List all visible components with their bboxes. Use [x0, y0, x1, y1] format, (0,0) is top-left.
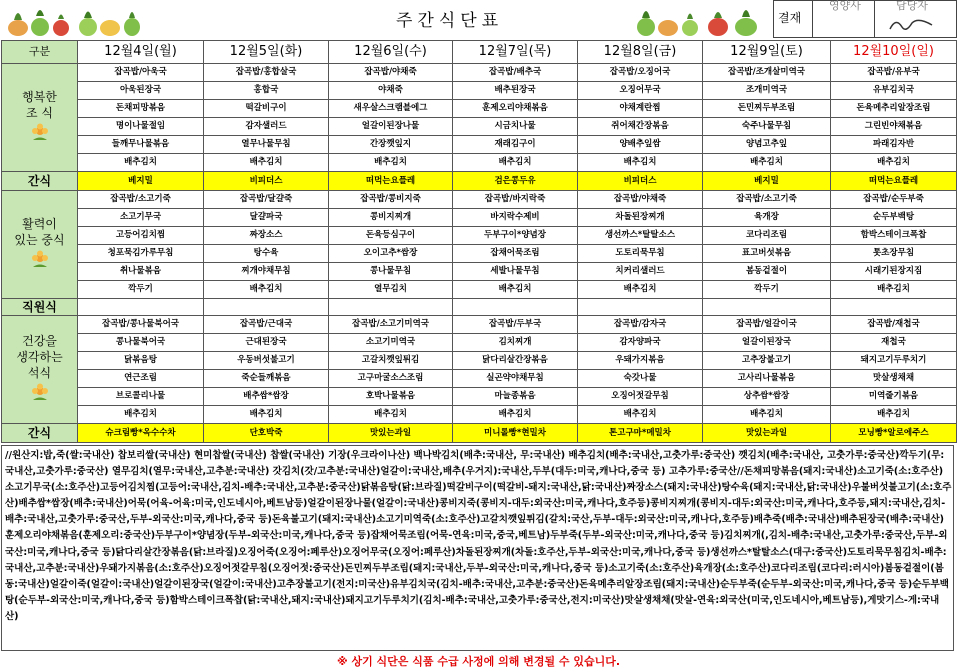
breakfast-dish: 숙주나물무침	[703, 118, 831, 136]
breakfast-dish: 시금치나물	[453, 118, 578, 136]
day-header: 12월10일(일)	[831, 41, 957, 64]
lunch-dish: 톳초장무침	[831, 245, 957, 263]
dinner-dish: 김치찌개	[453, 334, 578, 352]
breakfast-dish: 배추김치	[578, 154, 703, 172]
lunch-dish: 생선까스*탈탈소스	[578, 227, 703, 245]
vegetable-decoration-left	[4, 0, 74, 38]
dinner-dish: 닭볶음탕	[78, 352, 204, 370]
dinner-dish: 잡곡밥/재첩국	[831, 316, 957, 334]
lunch-dish: 짜장소스	[204, 227, 329, 245]
day-header: 12월5일(화)	[204, 41, 329, 64]
origin-notes: //원산지:밥,죽(쌀:국내산) 찹보리쌀(국내산) 현미찹쌀(국내산) 찹쌀(국내산) 기장(우크라이나산) 백나박김치(배추:국내산, 무:국내산) 배추김치(배추:국내산,고춧가루:중국산) 깻김치(배추:국내산, 고춧가루:중국산)깍두기(무:국내산,고춧가루:중국산) 열무김치(열무:국내산,고추분:국내산) 갓김치(갓/고추분:국내산)얼갈이:국내산,배추(우거지):국내산,두부(대두:미국,캐나다,중국 등) 고추가루:중국산//돈채피망볶음(돼지:국내산)소고기죽(소:호주산)소고기무국(소:호주산)고등어김치찜(고등어:국내산,김치-배추:국내산,고추분:중국산)닭볶음탕(닭:브라질)떡갈비구이(떡갈비-돼지:국내산,닭:국내산)짜장소스(돼지:국내산)탕수육(돼지:국내산,닭:국내산)우불버섯불고기(소:호주산)배추쌈*쌈장(배추:국내산)어묵(어육-어육:미국,인도네시아,베트남등)얼갈이된장나물(얼갈이:국내산)콩비지죽(콩비지-대두:외국산:미국,캐나다,호주등)콩비지찌개(콩비지-대두:외국산:미국,캐나다,호주등,돼지:국내산,김치-배추:국내산,고춧가루:중국산,두부-외국산:미국,캐나다,중국 등)돈육불고기(돼지:국내산)소고기미역죽(소:호주산)고갈치깻잎튀김(갈치:국산,두부-대두:외국산:미국,캐나다,호주등)배추죽(배추:국내산)배추된장국(배추:국내산)훈제오리야채볶음(훈제오리:중국산)두부구이*양념장(두부-외국산:미국,캐나다,중국 등)잡채어묵조림(어묵-연육:미국,중국,베트남)두부죽(두부-외국산:미국,캐나다,중국 등)김치찌개(,김치-배추:국내산,고춧가루:중국산,두부-외국산:미국,캐나다,중국 등)닭다리살간장볶음(닭:브라질)오징어죽(오징어:페루산)오징어무국(오징어:페루산)차돌된장찌개(차돌:호주산,두부-외국산:미국,캐나다,중국 등)생선까스*탈탈소스(대구:중국산)도토리묵무침김치-배추:국내산,고추분:국내산)우돼가지볶음(소:호주산)오징어젓갈무침(오징어젓:중국산)돈민찌두부조림(돼지:국내산,두부-외국산:미국,캐나다,중국 등)소고기죽(소:호주산)육개장(소:호주산)코다리조림(코다리:러시아)봄동겉절이(봄동:국내산)얼갈이죽(얼갈이:국내산)얼갈이된장국(얼갈이:국내산)고추장불고기(전지:미국산)유부김치국(김치-배추:국내산,고추분:중국산)돈육메추리알장조림(돼지:국내산)순두부죽(순두부-외국산:미국,캐나다,중국 등)순두부백탕(순두부-외국산:미국,캐나다,중국 등)함박스테이크폭찹(닭:국내산,돼지:국내산)돼지고기두루치기(김치-배추:국내산,고춧가루:중국산,전지:미국산)맛살생채채(맛살-연육:외국산(미국,인도네시아,베트남등),게맛기스-게:국내산)	[1, 445, 954, 651]
breakfast-dish: 잡곡밥/조개살미역국	[703, 64, 831, 82]
lunch-dish: 치커리샐러드	[578, 263, 703, 281]
dinner-dish: 우동버섯불고기	[204, 352, 329, 370]
day-header: 12월6일(수)	[329, 41, 453, 64]
dinner-dish: 배추김치	[578, 406, 703, 424]
staff-meal-label: 직원식	[2, 299, 78, 316]
vegetable-decoration-right	[632, 0, 702, 38]
approval-box	[773, 0, 957, 38]
breakfast-dish: 조개미역국	[703, 82, 831, 100]
lunch-dish: 바지락수제비	[453, 209, 578, 227]
snack-item: 모닝빵*알로에주스	[831, 424, 957, 443]
breakfast-dish: 배추김치	[453, 154, 578, 172]
lunch-dish: 잡곡밥/소고기죽	[78, 191, 204, 209]
dinner-dish: 고사리나물볶음	[703, 370, 831, 388]
approval-label: 결재	[778, 11, 802, 25]
snack-item: 슈크림빵*옥수수차	[78, 424, 204, 443]
breakfast-dish: 배추김치	[204, 154, 329, 172]
breakfast-dish: 유부김치국	[831, 82, 957, 100]
lunch-dish: 도토리묵무침	[578, 245, 703, 263]
dinner-dish: 배추김치	[329, 406, 453, 424]
dinner-dish: 잡곡밥/소고기미역국	[329, 316, 453, 334]
breakfast-dish: 잡곡밥/유부국	[831, 64, 957, 82]
lunch-dish: 청포묵김가루무침	[78, 245, 204, 263]
dinner-dish: 고구마굴소스조림	[329, 370, 453, 388]
day-header: 12월8일(금)	[578, 41, 703, 64]
lunch-dish: 잡곡밥/바지락죽	[453, 191, 578, 209]
breakfast-dish: 양념고추잎	[703, 136, 831, 154]
dinner-dish: 배추김치	[453, 406, 578, 424]
breakfast-dish: 간장깻잎지	[329, 136, 453, 154]
dinner-dish: 브로콜리나물	[78, 388, 204, 406]
lunch-dish: 잡곡밥/순두부죽	[831, 191, 957, 209]
lunch-dish: 찌개야채무침	[204, 263, 329, 281]
breakfast-dish: 훈제오리야채볶음	[453, 100, 578, 118]
lunch-dish: 봄동겉절이	[703, 263, 831, 281]
dinner-dish: 소고기미역국	[329, 334, 453, 352]
lunch-dish: 순두부백탕	[831, 209, 957, 227]
dinner-label-line: 석식	[27, 365, 52, 380]
breakfast-label-line: 행복한	[22, 89, 57, 104]
breakfast-dish: 배추김치	[831, 154, 957, 172]
dinner-dish: 숙갓나물	[578, 370, 703, 388]
dinner-label	[2, 316, 78, 424]
breakfast-dish: 배추김치	[329, 154, 453, 172]
breakfast-dish: 돈채피망볶음	[78, 100, 204, 118]
breakfast-dish: 홍합국	[204, 82, 329, 100]
lunch-dish: 소고기무국	[78, 209, 204, 227]
breakfast-dish: 재래김구이	[453, 136, 578, 154]
breakfast-label	[2, 64, 78, 172]
dinner-dish: 호박나물볶음	[329, 388, 453, 406]
lunch-dish: 잡곡밥/달걀죽	[204, 191, 329, 209]
staff-meal-cell	[703, 299, 831, 316]
dinner-dish: 잡곡밥/두부국	[453, 316, 578, 334]
dinner-dish: 배추김치	[204, 406, 329, 424]
lunch-dish: 깍두기	[703, 281, 831, 299]
breakfast-dish: 새우살스크램블에그	[329, 100, 453, 118]
change-notice: ※ 상기 식단은 식품 수급 사정에 의해 변경될 수 있습니다.	[336, 655, 621, 668]
lunch-dish: 잡곡밥/콩비지죽	[329, 191, 453, 209]
dinner-dish: 마늘종볶음	[453, 388, 578, 406]
dinner-dish: 잡곡밥/근대국	[204, 316, 329, 334]
dinner-dish: 감자양파국	[578, 334, 703, 352]
dinner-dish: 잡곡밥/감자국	[578, 316, 703, 334]
lunch-label	[2, 191, 78, 299]
lunch-dish: 함박스테이크폭찹	[831, 227, 957, 245]
breakfast-dish: 야채죽	[329, 82, 453, 100]
dinner-dish: 배추김치	[831, 406, 957, 424]
weekly-menu-table	[1, 40, 957, 443]
dinner-dish: 닭다리살간장볶음	[453, 352, 578, 370]
dinner-dish: 실곤약야채무침	[453, 370, 578, 388]
flower-icon	[29, 250, 51, 270]
lunch-dish: 배추김치	[578, 281, 703, 299]
dinner-dish: 고추장불고기	[703, 352, 831, 370]
lunch-dish: 잡채어묵조림	[453, 245, 578, 263]
breakfast-dish: 잡곡밥/홍합살국	[204, 64, 329, 82]
lunch-dish: 달걀파국	[204, 209, 329, 227]
breakfast-dish: 그린빈야채볶음	[831, 118, 957, 136]
lunch-dish: 배추김치	[831, 281, 957, 299]
dinner-dish: 근대된장국	[204, 334, 329, 352]
lunch-dish: 열무김치	[329, 281, 453, 299]
breakfast-dish: 배추김치	[703, 154, 831, 172]
vegetable-decoration-right-2	[702, 0, 770, 38]
snack-item: 비피더스	[204, 172, 329, 191]
snack-item: 베지밀	[78, 172, 204, 191]
snack-item: 떠먹는요플레	[329, 172, 453, 191]
lunch-dish: 코다리조림	[703, 227, 831, 245]
staff-meal-cell	[329, 299, 453, 316]
dinner-dish: 잡곡밥/콩나물북어국	[78, 316, 204, 334]
breakfast-label-line: 조 식	[26, 105, 53, 120]
snack-label: 간식	[2, 172, 78, 191]
breakfast-dish: 잡곡밥/야채죽	[329, 64, 453, 82]
dinner-dish: 배추김치	[703, 406, 831, 424]
snack-item: 톤고구마*메밀차	[578, 424, 703, 443]
dinner-dish: 미역줄기볶음	[831, 388, 957, 406]
corner-label: 구분	[2, 41, 78, 64]
snack-item: 떠먹는요플레	[831, 172, 957, 191]
breakfast-dish: 아욱된장국	[78, 82, 204, 100]
snack-item: 맛있는과일	[329, 424, 453, 443]
breakfast-dish: 양배추잎쌈	[578, 136, 703, 154]
lunch-dish: 세발나물무침	[453, 263, 578, 281]
staff-meal-cell	[204, 299, 329, 316]
snack-item: 검은콩두유	[453, 172, 578, 191]
dinner-dish: 오징어젓갈무침	[578, 388, 703, 406]
lunch-dish: 콩비지찌개	[329, 209, 453, 227]
dinner-dish: 고갈치깻잎튀김	[329, 352, 453, 370]
lunch-dish: 시래기된장지짐	[831, 263, 957, 281]
breakfast-dish: 배추된장국	[453, 82, 578, 100]
dinner-dish: 콩나물북어국	[78, 334, 204, 352]
dinner-dish: 배추쌈*쌈장	[204, 388, 329, 406]
snack-item: 맛있는과일	[703, 424, 831, 443]
flower-icon	[29, 123, 51, 143]
dinner-dish: 우돼가지볶음	[578, 352, 703, 370]
breakfast-dish: 명이나물절임	[78, 118, 204, 136]
dinner-label-line: 건강을	[22, 333, 57, 348]
lunch-dish: 오이고추*쌈장	[329, 245, 453, 263]
dinner-dish: 돼지고기두루치기	[831, 352, 957, 370]
lunch-dish: 배추김치	[204, 281, 329, 299]
breakfast-dish: 떡갈비구이	[204, 100, 329, 118]
vegetable-decoration-left-2	[74, 0, 144, 38]
breakfast-dish: 오징어무국	[578, 82, 703, 100]
breakfast-dish: 감자샐러드	[204, 118, 329, 136]
page-title: 주간식단표	[396, 11, 504, 31]
page-header	[0, 0, 957, 40]
snack-item: 단호박죽	[204, 424, 329, 443]
breakfast-dish: 돈육메추리알장조림	[831, 100, 957, 118]
approval-manager: 담당자	[896, 0, 928, 12]
snack-item: 비피더스	[578, 172, 703, 191]
breakfast-dish: 쥐어채간장볶음	[578, 118, 703, 136]
breakfast-dish: 얼갈이된장나물	[329, 118, 453, 136]
lunch-dish: 표고버섯볶음	[703, 245, 831, 263]
breakfast-dish: 잡곡밥/아욱국	[78, 64, 204, 82]
dinner-dish: 죽순들깨볶음	[204, 370, 329, 388]
staff-meal-cell	[78, 299, 204, 316]
day-header: 12월7일(목)	[453, 41, 578, 64]
lunch-dish: 취나물볶음	[78, 263, 204, 281]
flower-icon	[29, 383, 51, 403]
staff-meal-cell	[453, 299, 578, 316]
lunch-label-line: 있는 중식	[14, 232, 65, 247]
lunch-dish: 고등어김치찜	[78, 227, 204, 245]
breakfast-dish: 들깨무나물볶음	[78, 136, 204, 154]
breakfast-dish: 야채계란찜	[578, 100, 703, 118]
lunch-dish: 두부구이*양념장	[453, 227, 578, 245]
lunch-dish: 배추김치	[453, 281, 578, 299]
lunch-dish: 돈육등심구이	[329, 227, 453, 245]
breakfast-dish: 잡곡밥/오징어국	[578, 64, 703, 82]
dinner-dish: 연근조림	[78, 370, 204, 388]
snack-label: 간식	[2, 424, 78, 443]
dinner-dish: 상추쌈*쌈장	[703, 388, 831, 406]
dinner-dish: 배추김치	[78, 406, 204, 424]
breakfast-dish: 파래김자반	[831, 136, 957, 154]
lunch-dish: 잡곡밥/소고기죽	[703, 191, 831, 209]
day-header: 12월4일(월)	[78, 41, 204, 64]
staff-meal-cell	[831, 299, 957, 316]
breakfast-dish: 배추김치	[78, 154, 204, 172]
breakfast-dish: 돈민찌두부조림	[703, 100, 831, 118]
breakfast-dish: 열무나물무침	[204, 136, 329, 154]
lunch-dish: 탕수육	[204, 245, 329, 263]
lunch-label-line: 활력이	[22, 216, 57, 231]
breakfast-dish: 잡곡밥/배추국	[453, 64, 578, 82]
signature-mark	[886, 15, 936, 35]
dinner-dish: 잡곡밥/얼갈이국	[703, 316, 831, 334]
lunch-dish: 깍두기	[78, 281, 204, 299]
day-header: 12월9일(토)	[703, 41, 831, 64]
dinner-dish: 재첩국	[831, 334, 957, 352]
lunch-dish: 육개장	[703, 209, 831, 227]
lunch-dish: 콩나물무침	[329, 263, 453, 281]
snack-item: 미니롤빵*현밀차	[453, 424, 578, 443]
dinner-dish: 맛살생채채	[831, 370, 957, 388]
lunch-dish: 차돌된장찌개	[578, 209, 703, 227]
lunch-dish: 잡곡밥/야채죽	[578, 191, 703, 209]
approval-nutritionist: 영양사	[829, 0, 861, 12]
staff-meal-cell	[578, 299, 703, 316]
dinner-dish: 얼갈이된장국	[703, 334, 831, 352]
dinner-label-line: 생각하는	[16, 349, 63, 364]
snack-item: 베지밀	[703, 172, 831, 191]
